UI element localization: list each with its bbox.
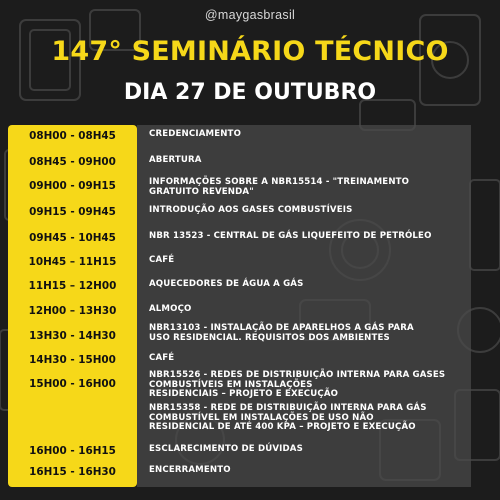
schedule-time: 16H15 - 16H30 [29,466,116,478]
schedule-description: CREDENCIAMENTO [149,129,242,139]
schedule-time: 12H00 – 13H30 [28,305,117,317]
schedule-time: 09H00 - 09H15 [29,180,116,192]
schedule-time: 09H15 - 09H45 [29,206,116,218]
schedule-description: ABERTURA [149,155,202,165]
schedule-description: ALMOÇO [149,304,192,314]
schedule-time: 16H00 - 16H15 [29,445,116,457]
schedule-time: 14H30 - 15H00 [29,354,116,366]
schedule-description: INFORMAÇÕES SOBRE A NBR15514 - "TREINAMENTO GRATUITO REVENDA" [149,177,410,197]
schedule-description: ESCLARECIMENTO DE DÚVIDAS [149,444,303,454]
schedule-time: 13H30 - 14H30 [29,330,116,342]
schedule-description: NBR13103 - INSTALAÇÃO DE APARELHOS A GÁS PARA USO RESIDENCIAL. REQUISITOS DOS AMBIENTES [149,323,414,343]
schedule-description: CAFÉ [149,255,175,265]
schedule-time: 09H45 - 10H45 [29,232,116,244]
schedule-description: ENCERRAMENTO [149,465,231,475]
schedule-description: INTRODUÇÃO AOS GASES COMBUSTÍVEIS [149,205,353,215]
schedule-time: 11H15 – 12H00 [28,280,117,292]
event-date: DIA 27 DE OUTUBRO [123,80,377,105]
instagram-handle: @maygasbrasil [204,8,296,22]
schedule-description: CAFÉ [149,353,175,363]
schedule-time: 08H00 - 08H45 [29,130,116,142]
schedule-description: AQUECEDORES DE ÁGUA A GÁS [149,279,304,289]
schedule-time: 10H45 – 11H15 [28,256,117,268]
schedule-time: 15H00 - 16H00 [29,378,116,390]
schedule-description: NBR15358 - REDE DE DISTRIBUIÇÃO INTERNA PARA GÁS COMBUSTÍVEL EM INSTALAÇÕES DE USO NÃO RESIDENCIAL DE ATÉ 400 KPA – PROJETO E EXECUÇÃO [149,403,427,433]
page-title: 147° SEMINÁRIO TÉCNICO [51,36,449,67]
schedule-description: NBR 13523 - CENTRAL DE GÁS LIQUEFEITO DE PETRÓLEO [149,231,432,241]
schedule-time: 08H45 - 09H00 [29,156,116,168]
schedule-description: NBR15526 - REDES DE DISTRIBUIÇÃO INTERNA PARA GASES COMBUSTÍVEIS EM INSTALAÇÕES RESIDENCIAIS – PROJETO E EXECUÇÃO [149,370,446,400]
